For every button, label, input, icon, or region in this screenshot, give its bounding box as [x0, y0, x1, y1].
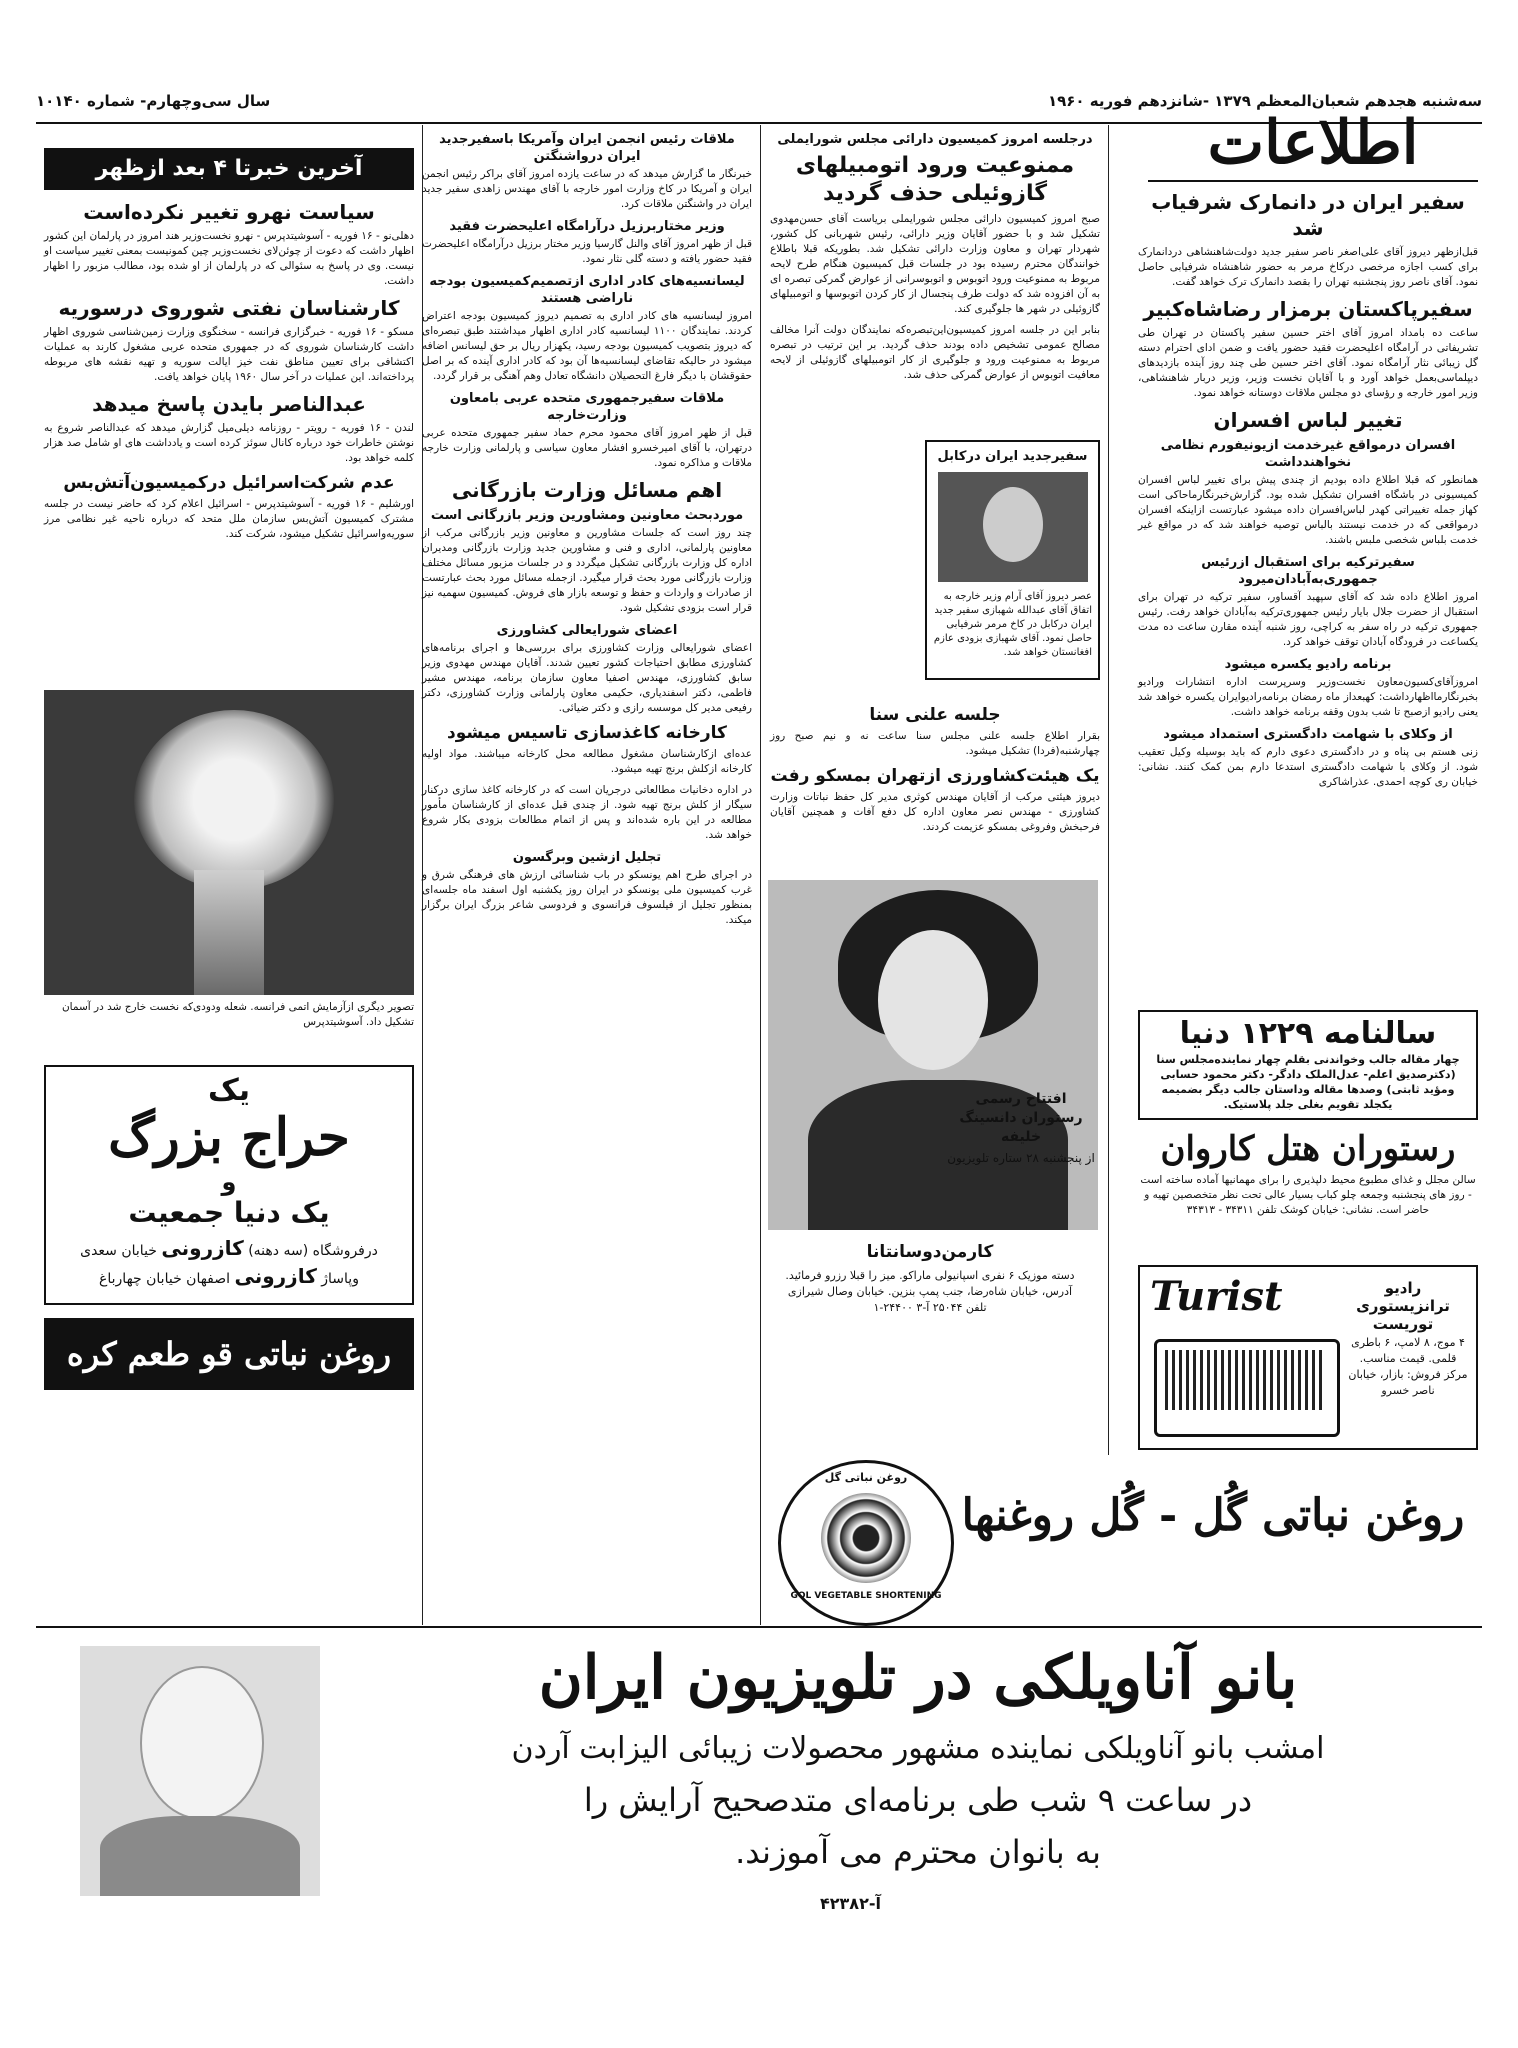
radio-grill: [1165, 1350, 1325, 1410]
auction-word: یک: [208, 1073, 250, 1108]
headline: وزیر مختاربرزیل درآرامگاه اعلیحضرت فقید: [449, 219, 725, 234]
headline: عدم شرکت‌اسرائیل درکمیسیون‌آتش‌بس: [63, 473, 395, 493]
article-text: زنی هستم بی پناه و در دادگستری دعوی دارم که باید بوسیله وکیل تعقیب شود. از وکلای با شهامت دادگستری استدعا دارم بمن کمک کنند. نشانی: خیابان ری کوچه احمدی. عذراشاکری: [1138, 746, 1478, 788]
article-text: همانطور که قبلا اطلاع داده بودیم از چندی پیش برای تغییر لباس افسران کمیسیونی در باشگاه افسران تشکیل شده بود. گزارش‌خبرنگارماحاکی است کهاز جمله تغییراتی کهدر لباس‌افسران داده میشود عبارتست ازاینکه افسران درمواقعی که در خدمت نیستند بالباس توصیه خواهند شد که در مواقع غیر خدمت بلباس شخصی ملبس باشند.: [1138, 474, 1478, 546]
headline: ملاقات رئیس انجمن ایران وآمریکا باسفیرجدید ایران درواشنگتن: [439, 132, 735, 164]
restaurant-body: سالن مجلل و غذای مطبوع محیط دلپذیری را برای مهمانیها آماده ساخته است - روز های پنجشنبه وجمعه چلو کباب بسیار عالی تحت نظر متخصصین تهیه و حاضر است. نشانی: خیابان کوشک تلفن ۳۴۳۱۱ - ۳۴۳۱۳: [1140, 1174, 1476, 1216]
ambassador-photo-box: [925, 440, 1100, 680]
article-text: دیروز هیئتی مرکب از آقایان مهندس کوثری مدیر کل حفظ نباتات وزارت کشاورزی - مهندس نصر معاون اداره کل دفع آفات و همچنین آقایان فرحبخش وفروغی بمسکو عزیمت کردند.: [770, 791, 1100, 833]
article-text: قبل‌ازظهر دیروز آقای علی‌اصغر ناصر سفیر جدید دولت‌شاهنشاهی دردانمارک برای کسب اجازه مرخصی درکاخ مرمر به حضور شاهنشاه شرفیابی حاصل نمود. آقای ناصر روز پنجشنبه تهران را بقصد دانمارک ترک خواهد گفت.: [1138, 246, 1478, 288]
photo-title: سفیرجدید ایران درکابل: [937, 449, 1088, 464]
headline: از وکلای با شهامت دادگستری استمداد میشود: [1163, 727, 1453, 742]
opening-title: افتتاح رسمی رستوران دانسینگ خلیفه: [959, 1091, 1083, 1145]
kicker: درجلسه امروز کمیسیون دارائی مجلس شورایملی: [777, 132, 1093, 147]
column-divider: [760, 125, 761, 1625]
portrait-face: [140, 1666, 264, 1820]
headline: سفیرپاکستان برمزار رضاشاه‌کبیر: [1143, 297, 1473, 321]
store-1-addr: خیابان سعدی: [80, 1243, 157, 1259]
column-divider: [1108, 125, 1109, 1455]
headline: یک هیئت‌کشاورزی ازتهران بمسکو رفت: [770, 766, 1100, 786]
article-text: مسکو - ۱۶ فوریه - خبرگزاری فرانسه - سخنگوی وزارت زمین‌شناسی شوروی اظهار داشت کارشناسان شوروی که در جمهوری متحده عربی مشغول کارند به عملیات اکتشافی برای تعیین مناطق نفت خیز ایالت سوریه و تهیه نقشه های مربوطه پرداخته‌اند. این عملیات در آخر سال ۱۹۶۰ پایان خواهد یافت.: [44, 326, 414, 383]
headline: ممنوعیت ورود اتومبیلهای گازوئیلی حذف گردید: [795, 153, 1075, 206]
auction-store-2: [46, 1264, 412, 1288]
atomic-test-photo: [44, 690, 414, 995]
headline: کارشناسان نفتی شوروی درسوریه: [58, 296, 400, 320]
auction-store-1: [46, 1236, 412, 1260]
latest-news-banner: آخرین خبرتا ۴ بعد ازظهر: [44, 148, 414, 190]
rose-icon: [821, 1493, 911, 1583]
subheadline: موردبحث معاونین ومشاورین وزیر بازرگانی است: [430, 508, 744, 523]
photo-caption: تصویر دیگری ازآزمایش اتمی فرانسه. شعله ودودی‌که نخست خارج شد در آسمان تشکیل داد. آسوشیتدپرس: [61, 1001, 414, 1028]
header-issue-number: سال سی‌وچهارم- شماره ۱۰۱۴۰: [36, 92, 271, 110]
article-text: امروزآقای‌کسیون‌معاون نخست‌وزیر وسرپرست اداره انتشارات ورادیو بخبرنگارمااظهارداشت: کهبعداز ماه رمضان برنامه‌رادیو‌ایران یکسره خواهد شد یعنی رادیو ازصبح تا شب بدون وقفه برنامه خواهد داشت.: [1138, 676, 1478, 718]
headline: اعضای شورایعالی کشاورزی: [496, 623, 678, 638]
headline: سیاست نهرو تغییر نکرده‌است: [83, 200, 375, 224]
headline: تغییر لباس افسران: [1213, 408, 1403, 432]
restaurant-ad: [1138, 1125, 1478, 1255]
store-1-pre: درفروشگاه (سه دهنه): [248, 1243, 378, 1259]
rose-slogan: روغن نباتی گُل - گُل روغنها: [961, 1490, 1465, 1541]
store-2-pre: وپاساژ: [321, 1271, 359, 1287]
auction-and: و: [221, 1168, 237, 1196]
radio-brand: Turist: [1150, 1273, 1283, 1320]
singer-face: [878, 930, 988, 1070]
rose-oil-ad: [768, 1450, 1478, 1625]
article-text: قبل از ظهر امروز آقای والنل گارسیا وزیر مختار برزیل درآرامگاه اعلیحضرت فقید حضور یافته و دسته گلی نثار نمود.: [422, 238, 752, 265]
store-2-addr: اصفهان خیابان چهارباغ: [99, 1271, 231, 1287]
newspaper-masthead: اطلاعات: [1207, 108, 1419, 178]
column-2: [770, 128, 1100, 389]
column-4: [44, 195, 414, 548]
radio-ad: [1138, 1265, 1478, 1450]
photo-caption: عصر دیروز آقای آرام وزیر خارجه به اتفاق آقای عبدالله شهبازی سفیر جدید ایران درکابل در کاخ مرمر شرفیابی حاصل نمود. آقای شهبازی بزودی عازم افغانستان خواهد شد.: [933, 591, 1092, 658]
article-text: در اداره دخانیات مطالعاتی درجریان است که در کارخانه کاغذ سازی درکنار سیگار از کلش برنج تهیه شود. از چندی قبل عده‌ای از کارشناسان مأمور مطالعه در این باره شده‌اند و پس از اتمام مطالعات بزودی بکار شروع خواهد شد.: [422, 784, 752, 841]
article-text: اعضای شورایعالی وزارت کشاورزی برای بررسی‌ها و اجرای برنامه‌های کشاورزی مطابق احتیاجات کشور تعیین شدند. آقایان مهندس مهدوی وزیر سابق کشاورزی، مهندس اصفیا معاون سازمان برنامه، مهندس مشیر فاطمی، دکتر اسفندیاری، حکیمی معاون پارلمانی وزارت کشاورزی، دکتر رفیعی مدیر کل موسسه رازی و دکتر ضیائی.: [422, 642, 752, 714]
store-1-name: کازرونی: [161, 1236, 244, 1260]
headline: جلسه علنی سنا: [869, 705, 1001, 725]
headline: لیسانسیه‌های کادر اداری ازتصمیم‌کمیسیون بودجه ناراضی هستند: [429, 274, 745, 306]
column-1: [1138, 185, 1478, 796]
tv-ad-code: آ-۴۲۳۸۲: [820, 1894, 881, 1913]
almanac-body: چهار مقاله جالب وخواندنی بقلم چهار نماینده‌مجلس سنا (دکترصدیق اعلم- عدل‌الملک دادگر- دکتر محمود حسابی ومؤید ثابتی) وصدها مقاله وداستان جالب دیگر بضمیمه یکجلد تقویم بغلی جلد پلاستیک.: [1156, 1053, 1460, 1111]
tv-ad-line-2: در ساعت ۹ شب طی برنامه‌ای متدصحیح آرایش را: [583, 1781, 1253, 1819]
article-text: دهلی‌نو - ۱۶ فوریه - آسوشیتدپرس - نهرو نخست‌وزیر هند امروز در پارلمان این کشور اظهار داشت که دعوت از چوئن‌لای نخست‌وزیر چین کمونیست بمعنی تغییر سیاست او نیست. وی در پاسخ به سئوالی که در پارلمان از او شده بود، مطالب مزبور را اظهار داشت.: [44, 230, 414, 287]
cloud-stem: [194, 870, 264, 995]
article-text: بقرار اطلاع جلسه علنی مجلس سنا ساعت نه و نیم صبح روز چهارشنبه(فردا) تشکیل میشود.: [770, 730, 1100, 757]
radio-title: رادیو ترانزیستوری توریست: [1356, 1279, 1450, 1333]
subheadline: افسران درمواقع غیرخدمت ازیونیفورم نظامی نخواهندداشت: [1160, 438, 1456, 470]
article-text: اورشلیم - ۱۶ فوریه - آسوشیتدپرس - اسرائیل اعلام کرد که حاضر نیست در جلسه مشترک کمیسیون آتش‌بس سازمان ملل متحد که درباره ناحیه غیر نظامی مرز سوریه‌واسرائیل تشکیل میشود، شرکت کند.: [44, 498, 415, 540]
column-3: [422, 128, 752, 934]
headline: برنامه رادیو یکسره میشود: [1224, 657, 1392, 672]
restaurant-opening-ad: [760, 880, 1100, 1400]
article-text: صبح امروز کمیسیون دارائی مجلس شورایملی بریاست آقای حسن‌مهدوی تشکیل شد و با حضور آقایان وزیر دارائی، رئیس شهربانی کل کشور، شهردار تهران و معاون وزارت دارائی تشکیل شد. بطوریکه قبلا باطلاع خوانندگان محترم رسیده بود در جلسات قبل کمیسیون هنگام طرح لایحه مربوط به ممنوعیت ورود اتوبوس و اتوبوسرانی از عوارض گمرکی تبصره ای به آن افزوده شد که دولت طرف پنجسال از کار کردن اتوبوسها و اتومبیلهای گازوئیلی در شهر ها جلوگیری کند.: [770, 213, 1100, 315]
article-text: چند روز است که جلسات مشاورین و معاونین وزیر بازرگانی مرکب از معاونین پارلمانی، اداری و فنی و مشاورین جدید وزارت بازرگانی ومدیران اداره کل وزارت بازرگانی تشکیل میگردد و در جلسات مزبور مسائل مختلف وزارت بازرگانی مورد بحث قرار میگیرد. ازجمله مسائل مورد بحث عبارتست از صادرات و واردات و حفظ و توسعه بازار های فروش. کمیسیون سهمیه نیز قرار است بزودی تشکیل شود.: [422, 527, 752, 614]
article-text: خبرنگار ما گزارش میدهد که در ساعت یازده امروز آقای براکر رئیس انجمن ایران و آمریکا در کاخ وزارت امور خارجه با آقای مهندس زاهدی سفیر جدید ایران در واشنگتن ملاقات کرد.: [422, 168, 752, 210]
masthead-rule: [1148, 180, 1478, 182]
restaurant-title: رستوران هتل کاروان: [1160, 1129, 1456, 1169]
headline: اهم مسائل وزارت بازرگانی: [451, 478, 723, 502]
headline: سفیر ایران در دانمارک شرفیاب شد: [1151, 190, 1465, 240]
rose-brand-small: روغن نباتی گل: [824, 1471, 908, 1484]
headline: تجلیل ازشین وبرگسون: [512, 850, 662, 865]
ambassador-photo: [938, 472, 1088, 582]
bottom-ad-rule: [36, 1626, 1482, 1628]
article-text: امروز لیسانسیه های کادر اداری به تصمیم دیروز کمیسیون بودجه اعتراض کردند. نمایندگان ۱۱۰۰ لیسانسیه کادر اداری اظهار میداشتند طبق تبصره‌ای که دیروز بتصویب کمیسیون بودجه رسید، یکهزار ریال بر حق لیسانس اضافه میشود در حالیکه تقاضای لیسانسیه‌ها آن بود که کادر اداری آینده که بر اصل حقوقشان با دیگر فارغ التحصیلان دانشگاه تعادل وهم آهنگی بر قرار گردد.: [422, 310, 752, 382]
auction-sub: یک دنیا جمعیت: [128, 1196, 330, 1229]
mushroom-cloud: [134, 710, 334, 890]
auction-ad: [44, 1065, 414, 1305]
store-2-name: کازرونی: [234, 1264, 317, 1288]
headline: ملاقات سفیرجمهوری متحده عربی بامعاون وزارت‌خارجه: [449, 391, 725, 423]
singer-photo: [768, 880, 1098, 1230]
ambassador-face: [983, 487, 1043, 562]
tv-ad-title: بانو آناویلکی در تلویزیون ایران: [538, 1643, 1298, 1713]
rose-english: GOL VEGETABLE SHORTENING: [790, 1591, 942, 1601]
article-text: قبل از ظهر امروز آقای محمود محرم حماد سفیر جمهوری متحده عربی درتهران، با آقای امیرخسرو افشار معاون سیاسی و پارلمانی وزارت خارجه ملاقات و مذاکره نمود.: [422, 427, 752, 469]
television-ad: [40, 1632, 1478, 1972]
article-text: عده‌ای ازکارشناسان مشغول مطالعه محل کارخانه میباشند. مواد اولیه کارخانه ازکلش برنج تهیه میشود.: [422, 748, 752, 775]
header-date: سه‌شنبه هجدهم شعبان‌المعظم ۱۳۷۹ -شانزدهم فوریه ۱۹۶۰: [1047, 92, 1482, 110]
radio-image: [1154, 1339, 1340, 1437]
almanac-title: سالنامه ۱۲۲۹ دنیا: [1179, 1016, 1437, 1051]
opening-date: از پنجشنبه ۲۸ ستاره تلویزیون: [947, 1151, 1095, 1165]
article-text: بنابر این در جلسه امروز کمیسیون‌این‌تبصره‌که نمایندگان دولت آنرا مخالف مصالح عمومی تشخیص داده بودند حذف گردید. بر این ترتیب در تبصره مربوط به ممنوعیت ورود و جلوگیری از کار اتومبیلهای گازوئیلی از لایحه معافیت اتوبوس از عوارض گمرکی حذف شد.: [770, 324, 1100, 381]
headline: سفیرترکیه برای استقبال ازرئیس جمهوری‌به‌آبادان‌میرود: [1201, 555, 1415, 587]
tv-ad-line-1: امشب بانو آناویلکی نماینده مشهور محصولات زیبائی الیزابت آردن: [511, 1731, 1325, 1766]
rose-emblem: [778, 1460, 954, 1626]
singer-name: کارمن‌دوسانتانا: [866, 1242, 994, 1262]
radio-body: ۴ موج، ۸ لامپ، ۶ باطری قلمی. قیمت مناسب. مرکز فروش: بازار، خیابان ناصر خسرو: [1348, 1336, 1468, 1397]
headline: کارخانه کاغذسازی تاسیس میشود: [447, 723, 727, 743]
headline: عبدالناصر بایدن پاسخ میدهد: [92, 392, 366, 416]
auction-title: حراج بزرگ: [108, 1107, 350, 1168]
ana-wilkie-photo: [80, 1646, 320, 1896]
column-2-lower: [770, 700, 1100, 841]
article-text: ساعت ده بامداد امروز آقای اختر حسین سفیر پاکستان در تهران طی تشریفاتی در آرامگاه اعلیحضرت فقید حضور یافت و ضمن ادای احترام دسته گل زیبائی نثار آرامگاه نمود. آقای اختر حسین طی چند روز آینده بازدیدهای دیپلماسی‌بعمل خواهد آورد و با آقایان نخست وزیر، وزیر دربار شاهنشاهی، وزیر امور خارجه و رؤسای دو مجلس ملاقات دوستانه خواهد نمود.: [1138, 327, 1478, 399]
opening-info: دسته موزیک ۶ نفری اسپانیولی ماراکو. میز را قبلا رزرو فرمائید. آدرس، خیابان شاه‌رضا، جنب پمپ بنزین. خیابان وصال شیرازی تلفن ۲۵۰۴۴ آ-۳ ۲۴۴۰۰-۱: [785, 1269, 1075, 1314]
portrait-shoulders: [100, 1816, 300, 1896]
article-text: امروز اطلاع داده شد که آقای سپهبد آقساور، سفیر ترکیه در تهران برای استقبال از حضرت جلال بایار رئیس جمهوری‌ترکیه به‌آبادان خواهد رفت. رئیس جمهوری ترکیه در راه سفر به کراچی، روز شنبه آینده مقارن ساعت ده مدت یکساعت در فرودگاه آبادان توقف خواهد کرد.: [1138, 591, 1478, 648]
oil-banner: روغن نباتی قو طعم کره دارد: [44, 1318, 414, 1390]
almanac-ad: [1138, 1010, 1478, 1120]
tv-ad-line-3: به بانوان محترم می آموزند.: [735, 1833, 1101, 1871]
article-text: لندن - ۱۶ فوریه - رویتر - روزنامه دیلی‌میل گزارش میدهد که عبدالناصر شروع به نوشتن خاطرات خود درباره کانال سوئز کرده است و یادداشت های او شامل صد هزار کلمه خواهد بود.: [44, 422, 414, 464]
article-text: در اجرای طرح اهم یونسکو در باب شناسائی ارزش های فرهنگی شرق و غرب کمیسیون ملی یونسکو در ایران روز یکشنبه اول اسفند ماه جلسه‌ای بمنظور تجلیل از فیلسوف فرانسوی و فردوسی شاعر بزرگ ایران برگزار میکند.: [422, 869, 752, 926]
